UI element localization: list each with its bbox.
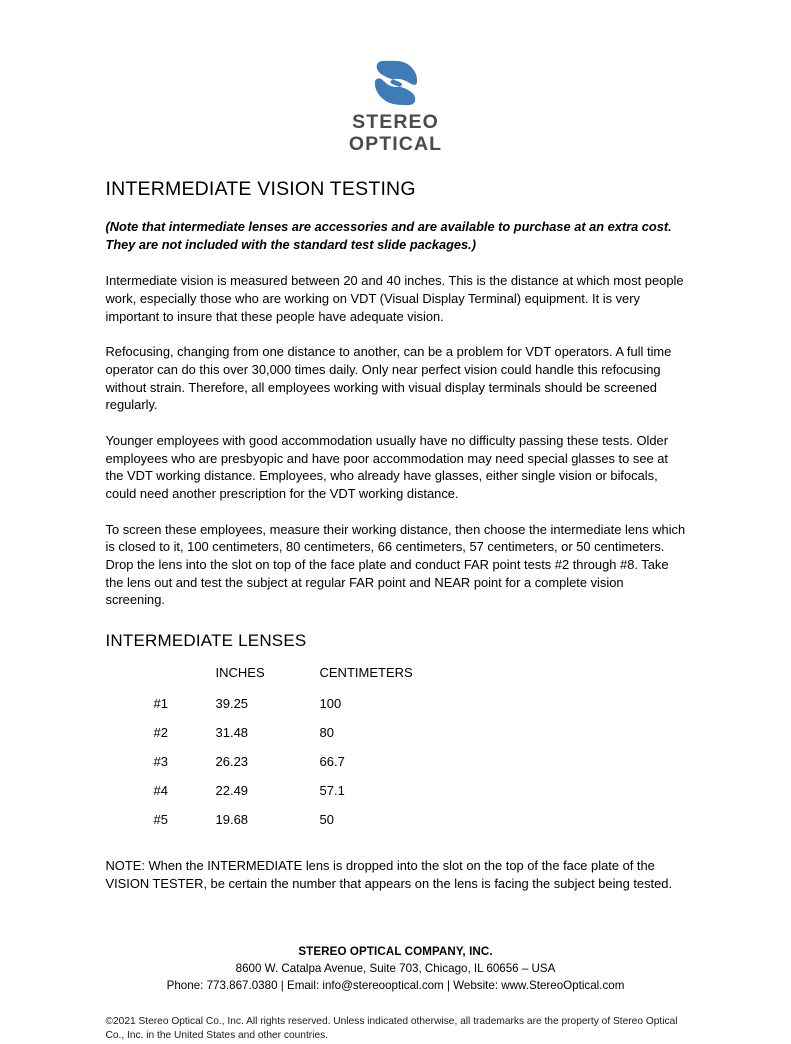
copyright-notice: ©2021 Stereo Optical Co., Inc. All rights reserved. Unless indicated otherwise, all trademarks are the property of Stereo Optical Co., Inc. in the United States and other countries.: [105, 1015, 678, 1042]
lens-id: #3: [153, 754, 168, 770]
brand-wordmark-line2: OPTICAL: [348, 132, 443, 155]
lens-id: #5: [153, 812, 168, 828]
table-row: [154, 748, 440, 777]
column-header-inches: INCHES: [215, 665, 265, 681]
brand-wordmark-line1: STEREO: [352, 111, 439, 133]
table-row: [154, 719, 440, 748]
body-paragraph-2: Refocusing, changing from one distance to another, can be a problem for VDT operators. A full time operator can do this over 30,000 times daily. Only near perfect vision could handle this refocusing without strain. Therefore, all employees working with visual display terminals should be screened regularly.: [105, 344, 672, 413]
footer-company-name: STEREO OPTICAL COMPANY, INC.: [298, 945, 493, 959]
table-row: [154, 777, 440, 806]
document-footer: [106, 944, 686, 994]
table-header-row: [154, 665, 440, 690]
lens-centimeters: 50: [319, 812, 334, 828]
footer-address: 8600 W. Catalpa Avenue, Suite 703, Chicago, IL 60656 – USA: [235, 962, 556, 976]
body-paragraph-3: Younger employees with good accommodation usually have no difficulty passing these tests. Older employees who are presbyopic and have poor accommodation may need special glasses to see at the VDT working distance. Employees, who already have glasses, either single vision or bifocals, could need another prescription for the VDT working distance.: [105, 433, 669, 502]
stereo-optical-s-mark-icon: [373, 60, 419, 106]
lens-inches: 31.48: [215, 725, 249, 741]
table-row: [154, 690, 440, 719]
lens-id: #4: [153, 783, 168, 799]
lens-id: #1: [153, 696, 168, 712]
lens-centimeters: 57.1: [319, 783, 345, 799]
intermediate-lenses-table: [154, 665, 440, 835]
column-header-id: [154, 665, 216, 690]
page-title: INTERMEDIATE VISION TESTING: [105, 177, 416, 200]
body-paragraph-4: To screen these employees, measure their working distance, then choose the intermediate lens which is closed to it, 100 centimeters, 80 centimeters, 66 centimeters, 57 centimeters, or 50 centimeters. Drop the lens into the slot on top of the face plate and conduct FAR point tests #2 through #8. Take the lens out and test the subject at regular FAR point and NEAR point for a complete vision screening.: [105, 521, 686, 608]
lens-centimeters: 66.7: [319, 754, 345, 770]
lens-inches: 39.25: [215, 696, 249, 712]
section-title-intermediate-lenses: INTERMEDIATE LENSES: [105, 631, 307, 651]
document-content: [106, 156, 686, 893]
lens-centimeters: 80: [319, 725, 334, 741]
body-paragraph-1: Intermediate vision is measured between 20 and 40 inches. This is the distance at which most people work, especially those who are working on VDT (Visual Display Terminal) equipment. It is very important to insure that these people have adequate vision.: [105, 273, 684, 324]
table-row: [154, 806, 440, 835]
lens-id: #2: [153, 725, 168, 741]
lens-inches: 19.68: [215, 812, 249, 828]
closing-note: NOTE: When the INTERMEDIATE lens is dropped into the slot on the top of the face plate of the VISION TESTER, be certain the number that appears on the lens is facing the subject being tested.: [105, 858, 673, 891]
footer-contact: Phone: 773.867.0380 | Email: info@stereooptical.com | Website: www.StereoOptical.com: [166, 979, 625, 993]
lens-inches: 22.49: [215, 783, 249, 799]
brand-wordmark: [349, 112, 442, 156]
lens-inches: 26.23: [215, 754, 249, 770]
column-header-centimeters: CENTIMETERS: [319, 665, 413, 681]
accessory-note: (Note that intermediate lenses are accessories and are available to purchase at an extra cost. They are not included with the standard test slide packages.): [105, 219, 672, 252]
lens-centimeters: 100: [319, 696, 342, 712]
brand-logo: [0, 0, 791, 156]
